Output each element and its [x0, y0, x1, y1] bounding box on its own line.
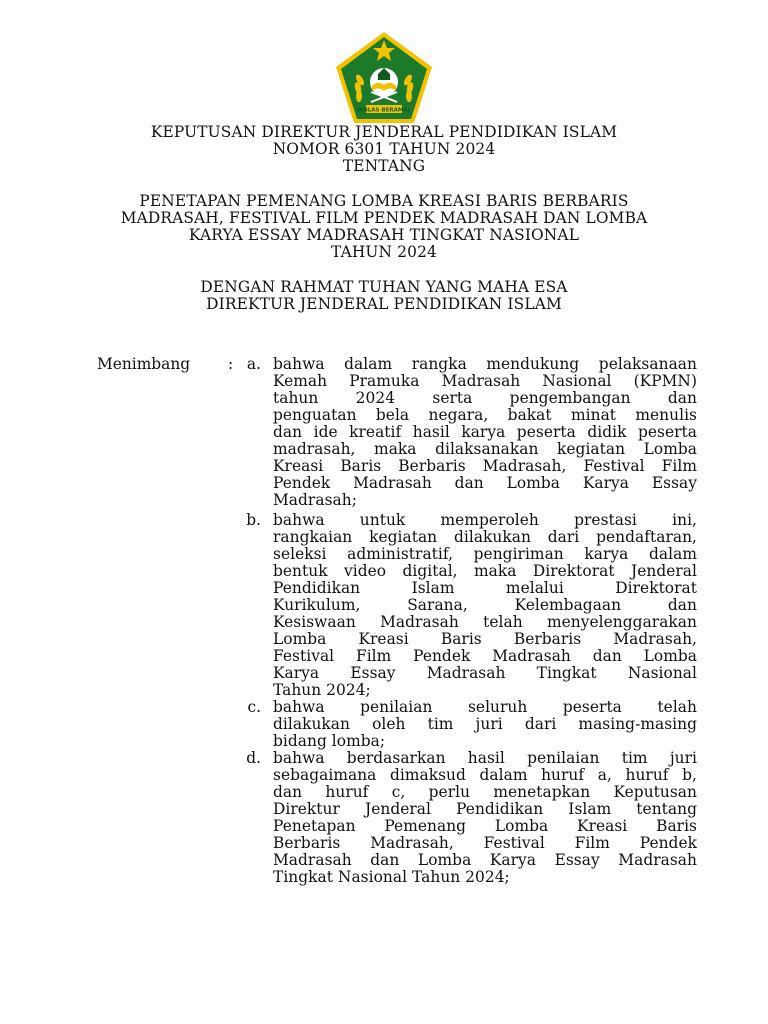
consideration-line: Berbaris Madrasah, Festival Film Pendek	[273, 834, 697, 852]
consideration-line: Karya Essay Madrasah Tingkat Nasional	[273, 664, 697, 682]
preamble-line: DENGAN RAHMAT TUHAN YANG MAHA ESA	[200, 278, 568, 296]
consideration-line: Festival Film Pendek Madrasah dan Lomba	[273, 647, 697, 665]
consideration-line: dan ide kreatif hasil karya peserta didik peserta	[273, 423, 697, 441]
kemenag-emblem-icon	[333, 30, 435, 126]
preamble-line: DIREKTUR JENDERAL PENDIDIKAN ISLAM	[206, 295, 562, 313]
consideration-line: Pendek Madrasah dan Lomba Karya Essay	[273, 474, 697, 492]
consideration-letter: d.	[246, 749, 261, 767]
consideration-line: sebagaimana dimaksud dalam huruf a, huruf b,	[273, 766, 697, 784]
title-line: KEPUTUSAN DIREKTUR JENDERAL PENDIDIKAN ISLAM	[150, 123, 618, 141]
consideration-line: rangkaian kegiatan dilakukan dari pendaftaran,	[273, 528, 697, 546]
subject-line: KARYA ESSAY MADRASAH TINGKAT NASIONAL	[188, 226, 580, 244]
title-line: TENTANG	[342, 157, 426, 175]
consideration-letter: c.	[247, 698, 261, 716]
consideration-line: Kreasi Baris Berbaris Madrasah, Festival Film	[273, 457, 697, 475]
consideration-line: Kurikulum, Sarana, Kelembagaan dan	[273, 596, 697, 614]
consideration-line: Madrasah dan Lomba Karya Essay Madrasah	[273, 851, 697, 869]
consideration-line: Lomba Kreasi Baris Berbaris Madrasah,	[273, 630, 697, 648]
consideration-line: tahun 2024 serta pengembangan dan	[273, 389, 697, 407]
consideration-line: dan huruf c, perlu menetapkan Keputusan	[273, 783, 697, 801]
consideration-line: Direktur Jenderal Pendidikan Islam tentang	[273, 800, 697, 818]
consideration-line: bidang lomba;	[273, 732, 386, 750]
consideration-line: Tahun 2024;	[273, 681, 371, 699]
decree-subject	[0, 193, 768, 261]
consideration-line: Kesiswaan Madrasah telah menyelenggarakan	[273, 613, 697, 631]
menimbang-colon: :	[228, 355, 234, 373]
consideration-text	[273, 750, 697, 886]
consideration-line: Pendidikan Islam melalui Direktorat	[273, 579, 697, 597]
consideration-line: bentuk video digital, maka Direktorat Jenderal	[273, 562, 697, 580]
consideration-letter: a.	[246, 355, 261, 373]
title-line: NOMOR 6301 TAHUN 2024	[272, 140, 496, 158]
consideration-line: Madrasah;	[273, 491, 357, 509]
consideration-line: bahwa untuk memperoleh prestasi ini,	[273, 511, 697, 529]
consideration-line: Penetapan Pemenang Lomba Kreasi Baris	[273, 817, 697, 835]
emblem-motto: IKHLAS BERAMAL	[356, 107, 412, 114]
consideration-line: bahwa berdasarkan hasil penilaian tim juri	[273, 749, 697, 767]
consideration-line: madrasah, maka dilaksanakan kegiatan Lomba	[273, 440, 697, 458]
consideration-text	[273, 356, 697, 509]
consideration-line: bahwa penilaian seluruh peserta telah	[273, 698, 697, 716]
consideration-line: bahwa dalam rangka mendukung pelaksanaan	[273, 355, 697, 373]
consideration-letter: b.	[246, 511, 261, 529]
consideration-line: seleksi administratif, pengiriman karya dalam	[273, 545, 697, 563]
consideration-line: dilakukan oleh tim juri dari masing-masing	[273, 715, 697, 733]
decree-title	[0, 124, 768, 175]
consideration-line: penguatan bela negara, bakat minat menulis	[273, 406, 697, 424]
consideration-text	[273, 512, 697, 699]
subject-line: MADRASAH, FESTIVAL FILM PENDEK MADRASAH DAN LOMBA	[120, 209, 648, 227]
consideration-line: Kemah Pramuka Madrasah Nasional (KPMN)	[273, 372, 697, 390]
subject-line: TAHUN 2024	[331, 243, 437, 261]
consideration-line: Tingkat Nasional Tahun 2024;	[273, 868, 510, 886]
preamble	[0, 279, 768, 313]
consideration-text	[273, 699, 697, 750]
subject-line: PENETAPAN PEMENANG LOMBA KREASI BARIS BERBARIS	[139, 192, 629, 210]
menimbang-label: Menimbang	[97, 355, 191, 373]
